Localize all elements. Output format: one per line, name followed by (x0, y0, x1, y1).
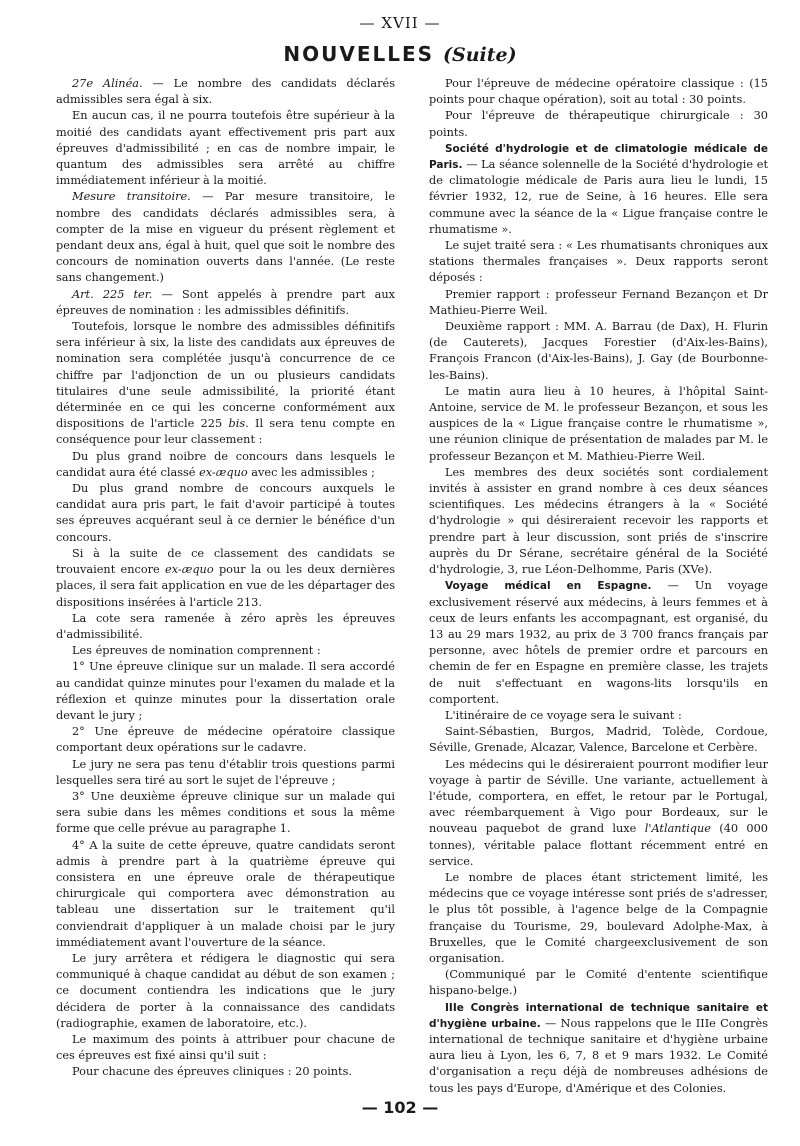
paragraph: Pour l'épreuve de thérapeutique chirurgicale : 30 points. (429, 109, 768, 139)
paragraph: En aucun cas, il ne pourra toutefois être supérieur à la moitié des candidats ayant effectivement pris part aux épreuves d'admissibilité ; en cas de nombre impair, le quantum des admissibles sera arrêté au chiffre immédiatement inférieur à la moitié. (56, 109, 395, 188)
paragraph (56, 287, 395, 319)
paragraph (429, 757, 768, 870)
paragraph (56, 189, 395, 286)
section-title: NOUVELLES (283, 42, 435, 66)
paragraph (56, 546, 395, 611)
roman-page-number: — XVII — (359, 14, 441, 32)
paragraph: L'itinéraire de ce voyage sera le suivant : (445, 708, 682, 722)
paragraph-text: Du plus grand noibre de concours dans lesquels le candidat aura été classé (56, 449, 395, 479)
paragraph: Pour chacune des épreuves cliniques : 20 points. (72, 1065, 352, 1079)
paragraph: 3° Une deuxième épreuve clinique sur un malade qui sera subie dans les mêmes conditions et sous la même forme que celle prévue au paragraphe 1. (56, 789, 395, 836)
paragraph (429, 578, 768, 708)
paragraph-text: — Nous rappelons que le IIIe Congrès international de technique sanitaire et d'hygiène urbaine aura lieu à Lyon, les 6, 7, 8 et 9 mars 1932. Le Comité d'organisation a reçu déjà de nombreuses adhésions de tous les pays d'Europe, d'Amérique et des Colonies. (429, 1016, 768, 1095)
paragraph: 1° Une épreuve clinique sur un malade. Il sera accordé au candidat quinze minutes pour l'examen du malade et la réflexion et quinze minutes pour la dissertation orale devant le jury ; (56, 660, 395, 722)
paragraph (429, 141, 768, 238)
paragraph: 4° A la suite de cette épreuve, quatre candidats seront admis à prendre part à la quatrième épreuve qui consistera en une épreuve orale de thérapeutique chirurgicale qui comportera avec démonstration au tableau une dissertation sur le traitement qu'il conviendrait d'appliquer à un malade choisi par le jury immédiatement avant l'ouverture de la séance. (56, 838, 395, 949)
italic-text: bis (228, 417, 246, 431)
paragraph: Le maximum des points à attribuer pour chacune de ces épreuves est fixé ainsi qu'il suit : (56, 1032, 395, 1063)
paragraph: Deuxième rapport : MM. A. Barrau (de Dax), H. Flurin (de Cauterets), Jacques Forestier (d'Aix-les-Bains), François Francon (d'Aix-les-Bains), J. Gay (de Bourbonne-les-Bains). (429, 320, 768, 382)
paragraph: Premier rapport : professeur Fernand Bezançon et Dr Mathieu-Pierre Weil. (429, 287, 768, 317)
paragraph (429, 1000, 768, 1097)
paragraph (56, 319, 395, 449)
paragraph-text: Toutefois, lorsque le nombre des admissibles définitifs sera inférieur à six, la liste des candidats aux épreuves de nomination sera complétée jusqu'à concurrence de ce chiffre par l'adjonction de un ou plusieurs candidats titulaires d'une seule admissibilité, la priorité étant déterminée en ce qui les concerne conformément aux dispositions de l'article 225 (56, 320, 395, 431)
paragraph: Du plus grand nombre de concours auxquels le candidat aura pris part, le fait d'avoir participé à toutes ses épreuves acquérant seul à ce dernier le bénéfice d'un concours. (56, 482, 395, 544)
italic-text: ex-æquo (165, 563, 214, 577)
paragraph: Le sujet traité sera : « Les rhumatisants chroniques aux stations thermales françaises ». Deux rapports seront déposés : (429, 239, 768, 285)
paragraph-text: avec les admissibles ; (247, 465, 375, 479)
paragraph (56, 449, 395, 481)
paragraph-text: Les médecins qui le désireraient pourront modifier leur voyage à partir de Séville. Une variante, actuellement à l'étude, comportera, en effet, le retour par le Portugal, avec réembarquement à Vigo pour Bordeaux, sur le nouveau paquebot de grand luxe (429, 757, 768, 836)
paragraph: Le matin aura lieu à 10 heures, à l'hôpital Saint-Antoine, service de M. le professeur Bezançon, et sous les auspices de la « Ligue française contre le rhumatisme », une réunion clinique de présentation de malades par M. le professeur Bezançon et M. Mathieu-Pierre Weil. (429, 384, 768, 463)
paragraph: Le nombre de places étant strictement limité, les médecins que ce voyage intéresse sont priés de s'adresser, le plus tôt possible, à l'agence belge de la Compagnie française du Tourisme, 29, boulevard Adolphe-Max, à Bruxelles, que le Comité chargeexclusivement de son organisation. (429, 870, 768, 965)
mesure-label: Mesure transitoire. (72, 190, 191, 204)
notice-heading: Société d'hydrologie et de climatologie médicale de Paris. (429, 142, 768, 172)
paragraph: Pour l'épreuve de médecine opératoire classique : (15 points pour chaque opération), soit au total : 30 points. (429, 77, 768, 107)
italic-text: l'Atlantique (644, 822, 711, 836)
paragraph-text: pour la ou les deux dernières places, il sera fait application en vue de les départager des dispositions insérées à l'article 213. (56, 563, 395, 609)
paragraph: Le jury arrêtera et rédigera le diagnostic qui sera communiqué à chaque candidat au début de son examen ; ce document contiendra les indications que le jury décidera de porter à la connaissance des candidats (radiographie, examen de laboratoire, etc.). (56, 951, 395, 1030)
notice-heading: Voyage médical en Espagne. (445, 580, 652, 593)
paragraph: (Communiqué par le Comité d'entente scientifique hispano-belge.) (429, 968, 768, 998)
paragraph: Les épreuves de nomination comprennent : (72, 644, 321, 658)
paragraph-text: — Le nombre des candidats déclarés admissibles sera égal à six. (56, 77, 395, 107)
italic-text: ex-æquo (199, 465, 248, 479)
paragraph-text: Si à la suite de ce classement des candidats se trouvaient encore (56, 546, 395, 577)
section-title-suffix: (Suite) (443, 44, 517, 66)
alinea-label: 27e Alinéa. (72, 77, 143, 90)
paragraph-text: — Un voyage exclusivement réservé aux médecins, à leurs femmes et à ceux de leurs enfants les accompagnant, est organisé, du 13 au 29 mars 1932, au prix de 3 700 francs français par personne, avec hôtels de premier ordre et parcours en chemin de fer en Espagne en première classe, les trajets de nuit s'effectuant en wagons-lits lorsqu'ils en comportent. (429, 579, 768, 706)
paragraph (56, 76, 395, 108)
left-column (56, 76, 395, 1097)
section-heading (0, 42, 800, 66)
right-column (429, 76, 768, 1097)
page-number: — 102 — (361, 1098, 439, 1117)
paragraph-text: — La séance solennelle de la Société d'hydrologie et de climatologie médicale de Paris aura lieu le lundi, 15 février 1932, 12, rue de Seine, à 16 heures. Elle sera commune avec la séance de la « Ligue française contre le rhumatisme ». (429, 158, 768, 236)
paragraph: Le jury ne sera pas tenu d'établir trois questions parmi lesquelles sera tiré au sort le sujet de l'épreuve ; (56, 757, 395, 787)
paragraph-text: . Il sera tenu compte en conséquence pour leur classement : (56, 417, 395, 447)
paragraph: Les membres des deux sociétés sont cordialement invités à assister en grand nombre à ces deux séances scientifiques. Les médecins étrangers à la « Société d'hydrologie » qui désireraient recevoir les rapports et prendre part à leur discussion, sont priés de s'inscrire auprès du Dr Sérane, secrétaire général de la Société d'hydrologie, 3, rue Léon-Delhomme, Paris (XVe). (429, 465, 768, 577)
paragraph-text: — Par mesure transitoire, le nombre des candidats déclarés admissibles sera, à compter de la mise en vigueur du présent règlement et pendant deux ans, égal à huit, quel que soit le nombre des concours de nomination ouverts dans l'année. (Le reste sans changement.) (56, 190, 396, 285)
paragraph: La cote sera ramenée à zéro après les épreuves d'admissibilité. (56, 611, 395, 641)
two-column-body (56, 76, 768, 1097)
paragraph-text: — Sont appelés à prendre part aux épreuves de nomination : les admissibles définitifs. (56, 287, 395, 317)
article-label: Art. 225 ter. (72, 287, 153, 301)
paragraph: 2° Une épreuve de médecine opératoire classique comportant deux opérations sur le cadavre. (56, 725, 395, 755)
notice-heading: IIIe Congrès international de technique sanitaire et d'hygiène urbaine. (429, 1001, 768, 1030)
paragraph: Saint-Sébastien, Burgos, Madrid, Tolède, Cordoue, Séville, Grenade, Alcazar, Valence, Barcelone et Cerbère. (429, 725, 768, 755)
paragraph-text: (40 000 tonnes), véritable palace flottant récemment entré en service. (429, 822, 768, 868)
